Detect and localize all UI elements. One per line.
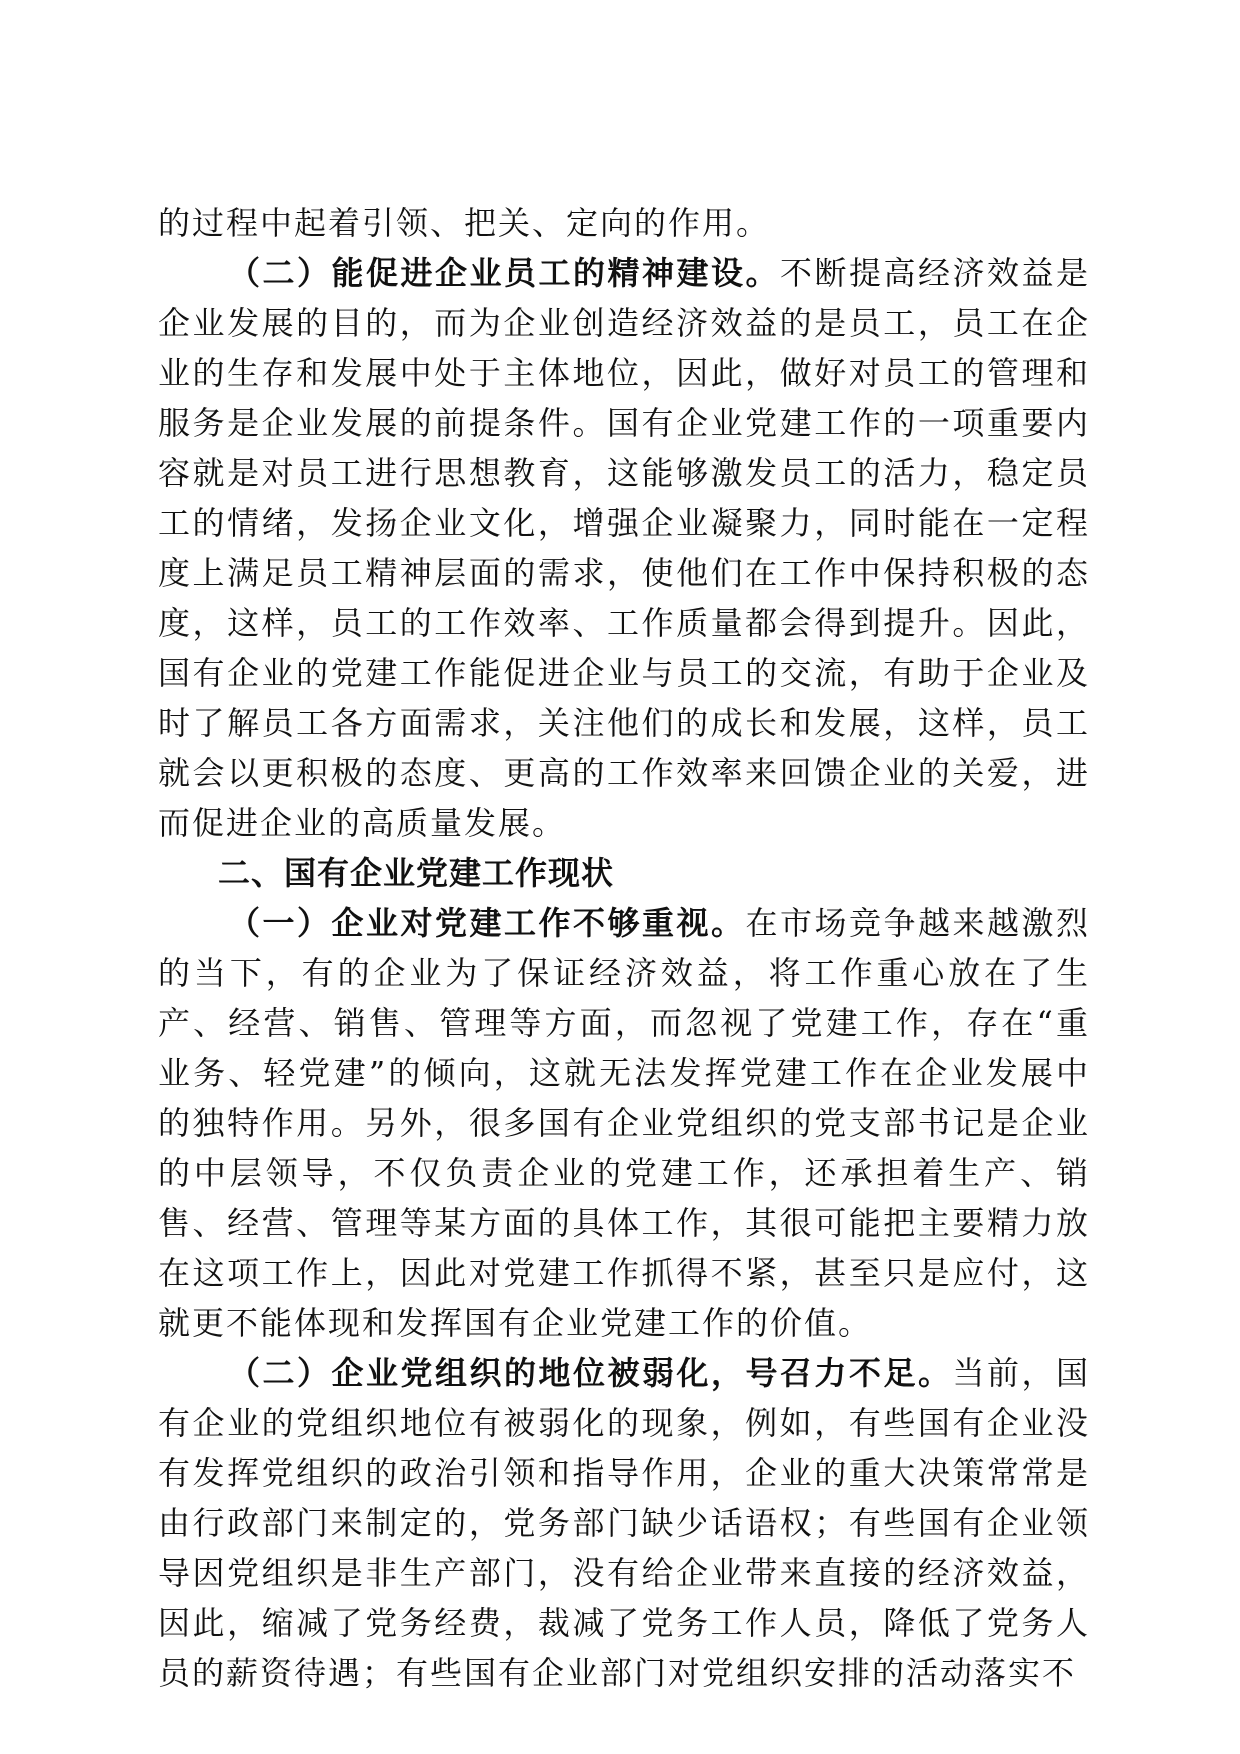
paragraph-text: 的过程中起着引领、把关、定向的作用。 — [158, 204, 771, 242]
paragraph-weakened-status — [158, 1348, 1090, 1698]
paragraph-employee-spirit — [158, 248, 1090, 848]
paragraph-text: 在市场竞争越来越激烈的当下，有的企业为了保证经济效益，将工作重心放在了生产、经营、销售、管理等方面，而忽视了党建工作，存在“重业务、轻党建”的倾向，这就无法发挥党建工作在企业发展中的独特作用。另外，很多国有企业党组织的党支部书记是企业的中层领导，不仅负责企业的党建工作，还承担着生产、销售、经营、管理等某方面的具体工作，其很可能把主要精力放在这项工作上，因此对党建工作抓得不紧，甚至只是应付，这就更不能体现和发挥国有企业党建工作的价值。 — [158, 904, 1090, 1342]
document-body — [158, 198, 1090, 1698]
paragraph-lead: （二）能促进企业员工的精神建设。 — [228, 254, 780, 292]
paragraph-text: 当前，国有企业的党组织地位有被弱化的现象，例如，有些国有企业没有发挥党组织的政治引领和指导作用，企业的重大决策常常是由行政部门来制定的，党务部门缺少话语权；有些国有企业领导因党组织是非生产部门，没有给企业带来直接的经济效益，因此，缩减了党务经费，裁减了党务工作人员，降低了党务人员的薪资待遇；有些国有企业部门对党组织安排的活动落实不 — [158, 1354, 1090, 1692]
paragraph-continuation — [158, 198, 1090, 248]
paragraph-lead: （二）企业党组织的地位被弱化，号召力不足。 — [228, 1354, 953, 1392]
section-heading: 二、国有企业党建工作现状 — [218, 854, 615, 892]
paragraph-lead: （一）企业对党建工作不够重视。 — [228, 904, 746, 942]
paragraph-text: 不断提高经济效益是企业发展的目的，而为企业创造经济效益的是员工，员工在企业的生存和发展中处于主体地位，因此，做好对员工的管理和服务是企业发展的前提条件。国有企业党建工作的一项重要内容就是对员工进行思想教育，这能够激发员工的活力，稳定员工的情绪，发扬企业文化，增强企业凝聚力，同时能在一定程度上满足员工精神层面的需求，使他们在工作中保持积极的态度，这样，员工的工作效率、工作质量都会得到提升。因此，国有企业的党建工作能促进企业与员工的交流，有助于企业及时了解员工各方面需求，关注他们的成长和发展，这样，员工就会以更积极的态度、更高的工作效率来回馈企业的关爱，进而促进企业的高质量发展。 — [158, 254, 1090, 842]
paragraph-not-valued — [158, 898, 1090, 1348]
